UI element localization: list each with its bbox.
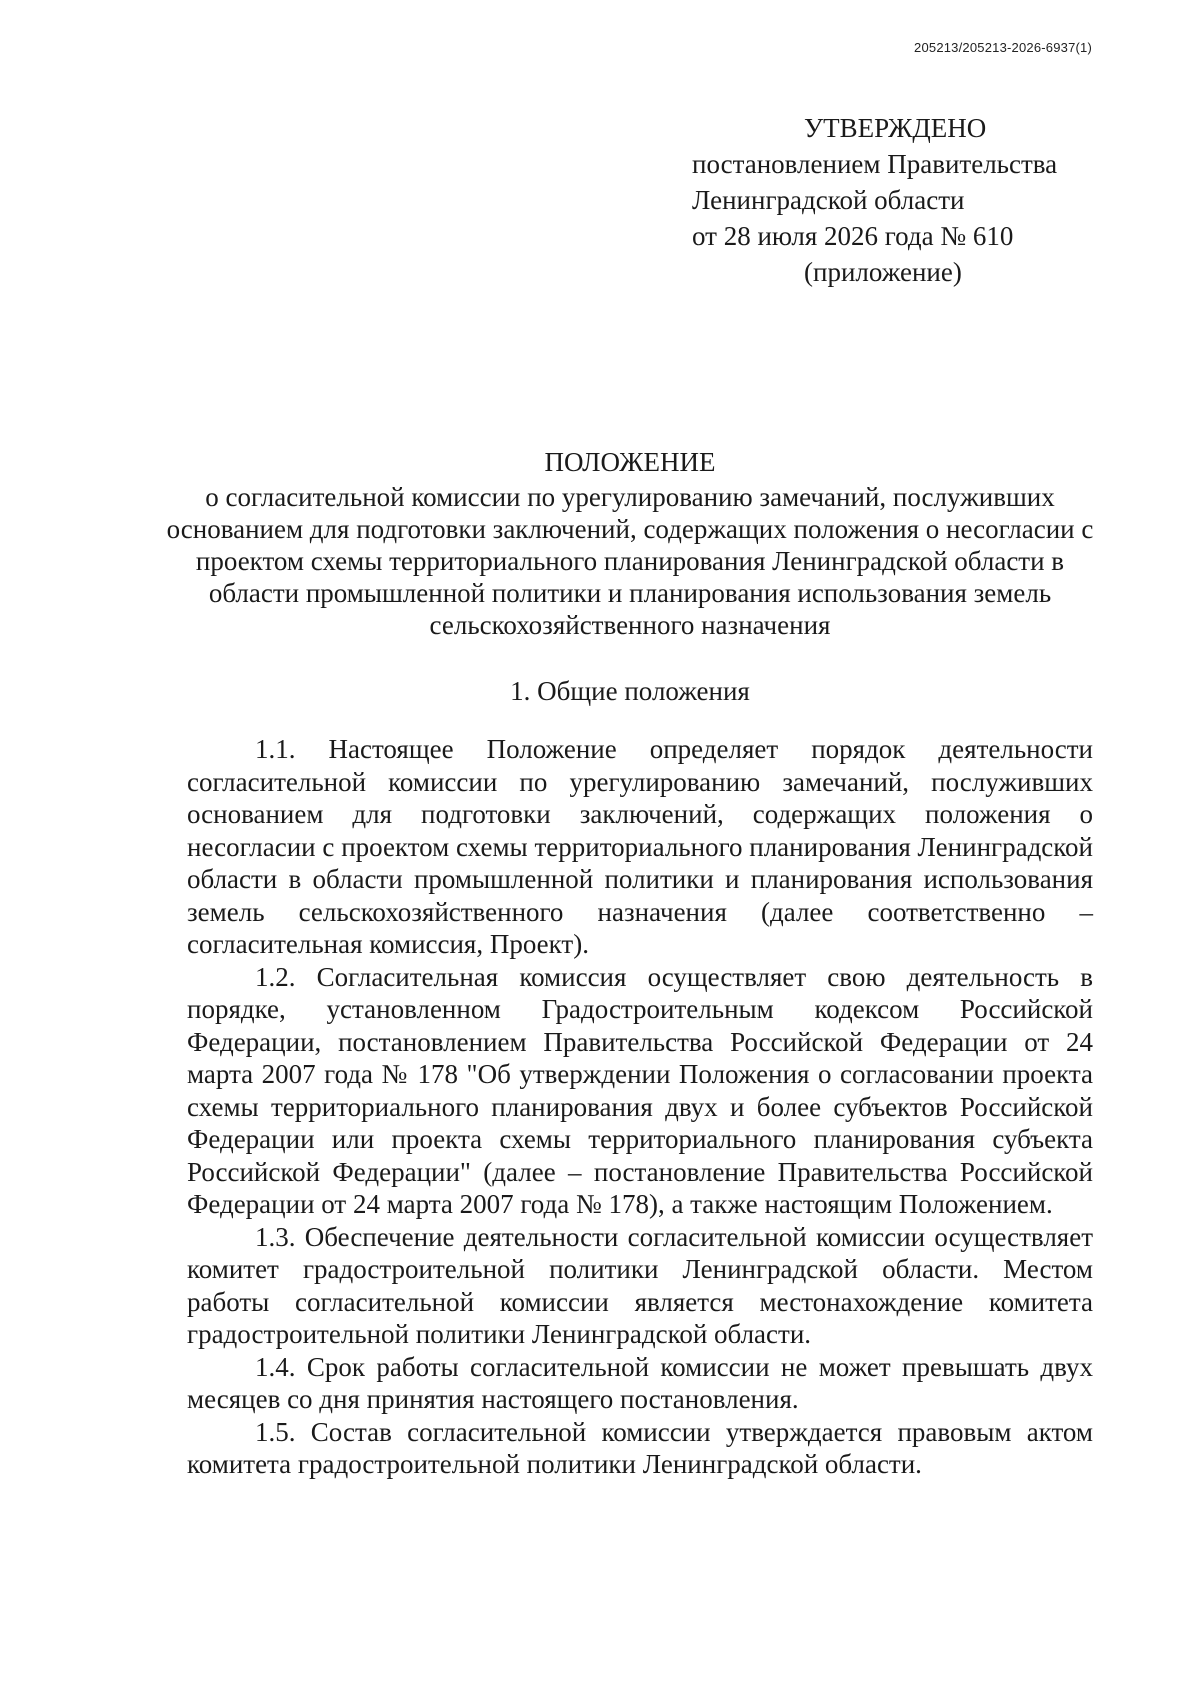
approval-stamp [692,110,1112,290]
approval-line-region: Ленинградской области [692,185,965,215]
approval-appendix: (приложение) [804,257,962,287]
document-title: ПОЛОЖЕНИЕ [544,447,716,477]
section-heading: 1. Общие положения [510,676,750,706]
paragraph-1-4: 1.4. Срок работы согласительной комиссии не может превышать двух месяцев со дня принятия настоящего постановления. [187,1351,1093,1414]
section-body [187,733,1093,1481]
paragraph-1-5: 1.5. Состав согласительной комиссии утверждается правовым актом комитета градостроительной политики Ленинградской области. [187,1416,1093,1479]
approval-heading: УТВЕРЖДЕНО [804,113,987,143]
document-subtitle: о согласительной комиссии по урегулированию замечаний, послуживших основанием для подготовки заключений, содержащих положения о несогласии с проектом схемы территориального планирования Ленинградской области в области промышленной политики и планирования использования земель сельскохозяйственного назначения [166,482,1094,640]
approval-line-decree: постановлением Правительства [692,149,1058,179]
approval-line-date: от 28 июля 2026 года № 610 [692,221,1014,251]
paragraph-1-1: 1.1. Настоящее Положение определяет порядок деятельности согласительной комиссии по урегулированию замечаний, послуживших основанием для подготовки заключений, содержащих положения о несогласии с проектом схемы территориального планирования Ленинградской области в области промышленной политики и планирования использования земель сельскохозяйственного назначения (далее соответственно – согласительная комиссия, Проект). [187,734,1093,959]
paragraph-1-2: 1.2. Согласительная комиссия осуществляет свою деятельность в порядке, установленном Градостроительным кодексом Российской Федерации, постановлением Правительства Российской Федерации от 24 марта 2007 года № 178 "Об утверждении Положения о согласовании проекта схемы территориального планирования двух и более субъектов Российской Федерации или проекта схемы территориального планирования субъекта Российской Федерации" (далее – постановление Правительства Российской Федерации от 24 марта 2007 года № 178), а также настоящим Положением. [187,961,1093,1219]
document-id: 205213/205213-2026-6937(1) [914,40,1092,55]
paragraph-1-3: 1.3. Обеспечение деятельности согласительной комиссии осуществляет комитет градостроительной политики Ленинградской области. Местом работы согласительной комиссии является местонахождение комитета градостроительной политики Ленинградской области. [187,1221,1093,1349]
document-title-block [150,446,1110,641]
